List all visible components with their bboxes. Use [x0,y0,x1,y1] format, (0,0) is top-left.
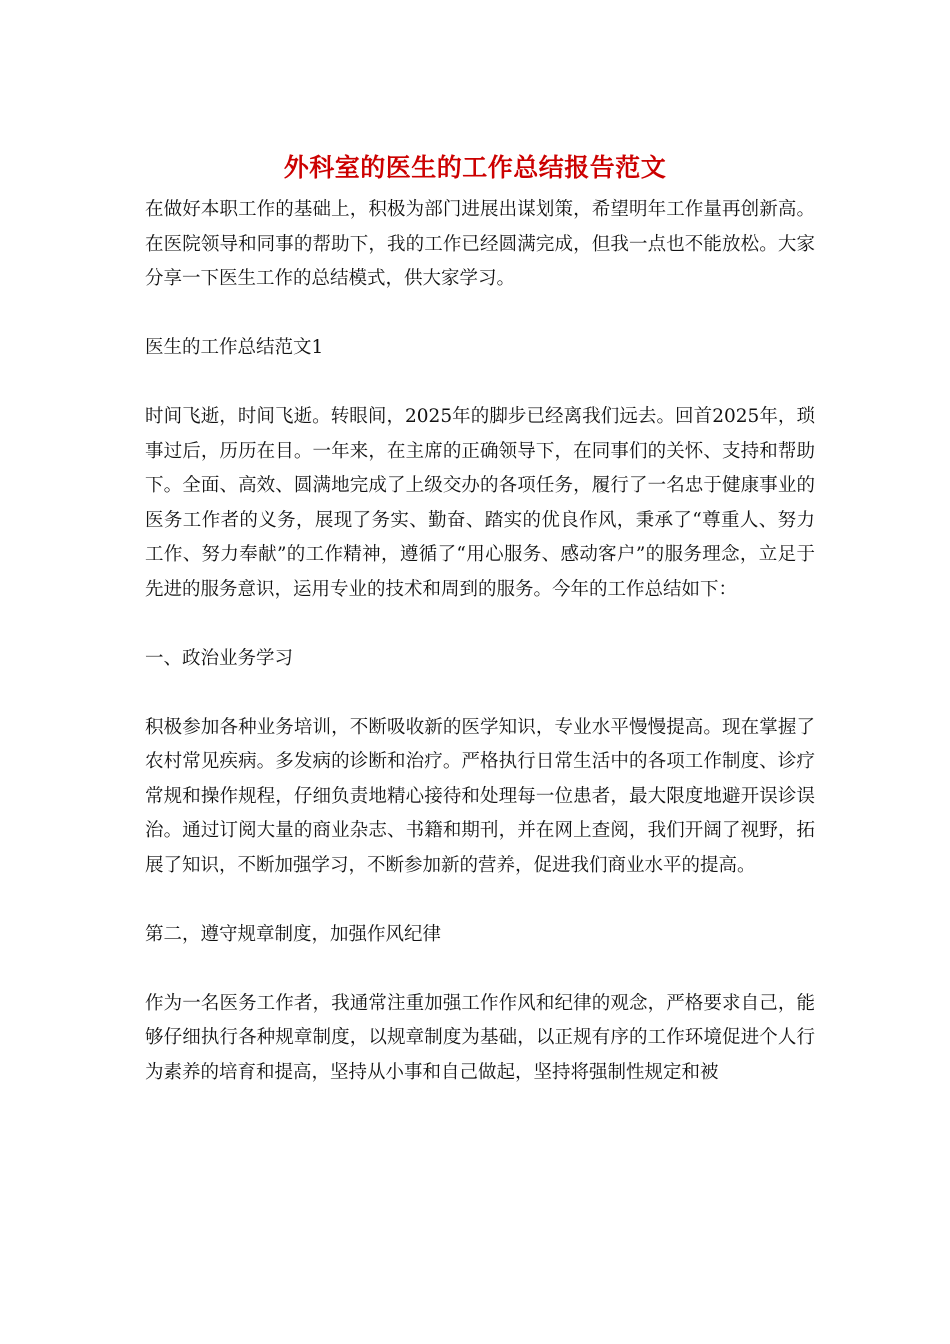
section-heading: 医生的工作总结范文1 [145,337,324,358]
body-paragraph: 作为一名医务工作者，我通常注重加强工作作风和纪律的观念，严格要求自己，能够仔细执行各种规章制度，以规章制度为基础，以正规有序的工作环境促进个人行为素养的培育和提高，坚持从小事和自己做起，坚持将强制性规定和被 [145,992,815,1083]
document-title: 外科室的医生的工作总结报告范文 [283,153,667,182]
section-heading: 第二，遵守规章制度，加强作风纪律 [145,923,442,945]
section-heading: 一、政治业务学习 [145,647,294,669]
intro-paragraph: 在做好本职工作的基础上，积极为部门进展出谋划策，希望明年工作量再创新高。在医院领导和同事的帮助下，我的工作已经圆满完成，但我一点也不能放松。大家分享一下医生工作的总结模式，供大家学习。 [145,199,815,289]
body-paragraph: 时间飞逝，时间飞逝。转眼间，2025年的脚步已经离我们远去。回首2025年，琐事过后，历历在目。一年来，在主席的正确领导下，在同事们的关怀、支持和帮助下。全面、高效、圆满地完成了上级交办的各项任务，履行了一名忠于健康事业的医务工作者的义务，展现了务实、勤奋、踏实的优良作风，秉承了“尊重人、努力工作、努力奉献”的工作精神，遵循了“用心服务、感动客户”的服务理念，立足于先进的服务意识，运用专业的技术和周到的服务。今年的工作总结如下： [145,406,815,600]
body-paragraph: 积极参加各种业务培训，不断吸收新的医学知识，专业水平慢慢提高。现在掌握了农村常见疾病。多发病的诊断和治疗。严格执行日常生活中的各项工作制度、诊疗常规和操作规程，仔细负责地精心接待和处理每一位患者，最大限度地避开误诊误治。通过订阅大量的商业杂志、书籍和期刊，并在网上查阅，我们开阔了视野，拓展了知识，不断加强学习，不断参加新的营养，促进我们商业水平的提高。 [145,716,815,876]
document-body [145,193,815,1125]
